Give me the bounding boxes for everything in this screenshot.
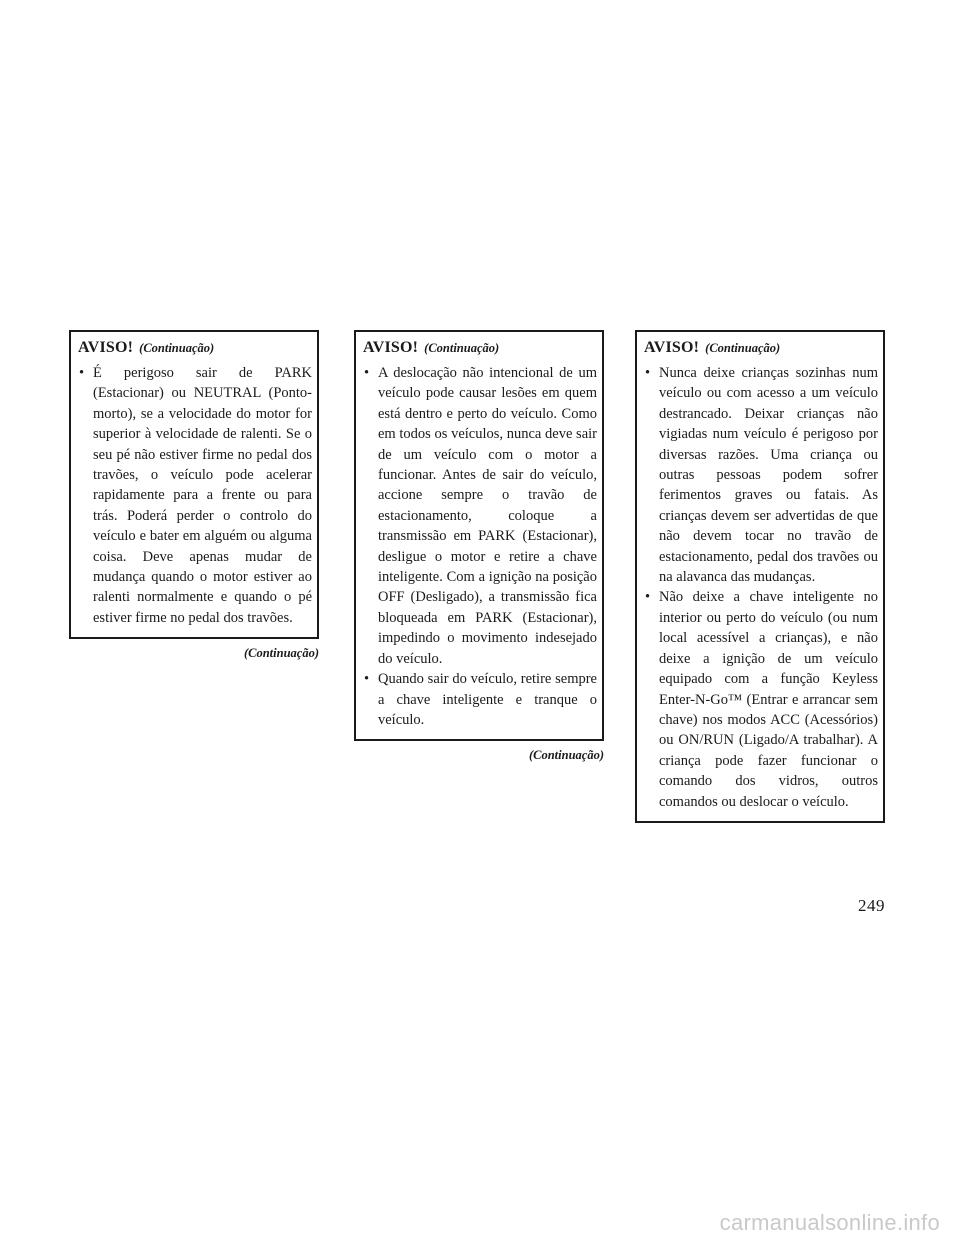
warning-item: • Quando sair do veículo, retire sempre a chave inteligente e tranque o veículo.: [363, 669, 597, 730]
warning-box: [635, 330, 885, 823]
warning-label: AVISO!: [644, 339, 700, 356]
continued-footer: (Continuação): [243, 646, 319, 661]
warning-list: [644, 363, 878, 812]
watermark: carmanualsonline.info: [719, 1210, 940, 1235]
warning-title: [644, 338, 878, 358]
warning-item: • É perigoso sair de PARK (Estacionar) ou NEUTRAL (Ponto-morto), se a velocidade do motor for superior à velocidade de ralenti. Se o seu pé não estiver firme no pedal dos travões, o veículo pode acelerar rapidamente para a frente ou para trás. Poderá perder o controlo do veículo e bater em alguém ou alguma coisa. Deve apenas mudar de mudança quando o motor estiver ao ralenti normalmente e quando o pé estiver firme no pedal dos travões.: [78, 363, 312, 628]
warning-title: [363, 338, 597, 358]
warning-item: • Não deixe a chave inteligente no interior ou perto do veículo (ou num local acessível a crianças), e não deixe a ignição de um veículo equipado com a função Keyless Enter-N-Go™ (Entrar e arrancar sem chave) nos modos ACC (Acessórios) ou ON/RUN (Ligado/A trabalhar). A criança pode fazer funcionar o comando dos vidros, outros comandos ou deslocar o veículo.: [644, 587, 878, 811]
warning-label: AVISO!: [363, 339, 419, 356]
page-number: 249: [858, 896, 885, 915]
warning-item: • Nunca deixe crianças sozinhas num veículo ou com acesso a um veículo destrancado. Deixar crianças não vigiadas num veículo é perigoso por diversas razões. Uma criança ou outras pessoas podem sofrer ferimentos graves ou fatais. As crianças devem ser advertidas de que não devem tocar no travão de estacionamento, pedal dos travões ou na alavanca das mudanças.: [644, 363, 878, 587]
column-3: [635, 330, 885, 823]
warning-list: [78, 363, 312, 628]
warning-list: [363, 363, 597, 730]
warning-box: [354, 330, 604, 741]
warning-item: • A deslocação não intencional de um veículo pode causar lesões em quem está dentro e perto do veículo. Como em todos os veículos, nunca deve sair de um veículo com o motor a funcionar. Antes de sair do veículo, accione sempre o travão de estacionamento, coloque a transmissão em PARK (Estacionar), desligue o motor e retire a chave inteligente. Com a ignição na posição OFF (Desligado), a transmissão fica bloqueada em PARK (Estacionar), impedindo o movimento indesejado do veículo.: [363, 363, 597, 669]
warning-label: AVISO!: [78, 339, 134, 356]
column-2: [354, 330, 604, 763]
continued-label: (Continuação): [139, 341, 215, 355]
warning-box: [69, 330, 319, 639]
warning-title: [78, 338, 312, 358]
continued-label: (Continuação): [705, 341, 781, 355]
continued-footer: (Continuação): [528, 748, 604, 763]
column-1: [69, 330, 319, 661]
continued-label: (Continuação): [424, 341, 500, 355]
